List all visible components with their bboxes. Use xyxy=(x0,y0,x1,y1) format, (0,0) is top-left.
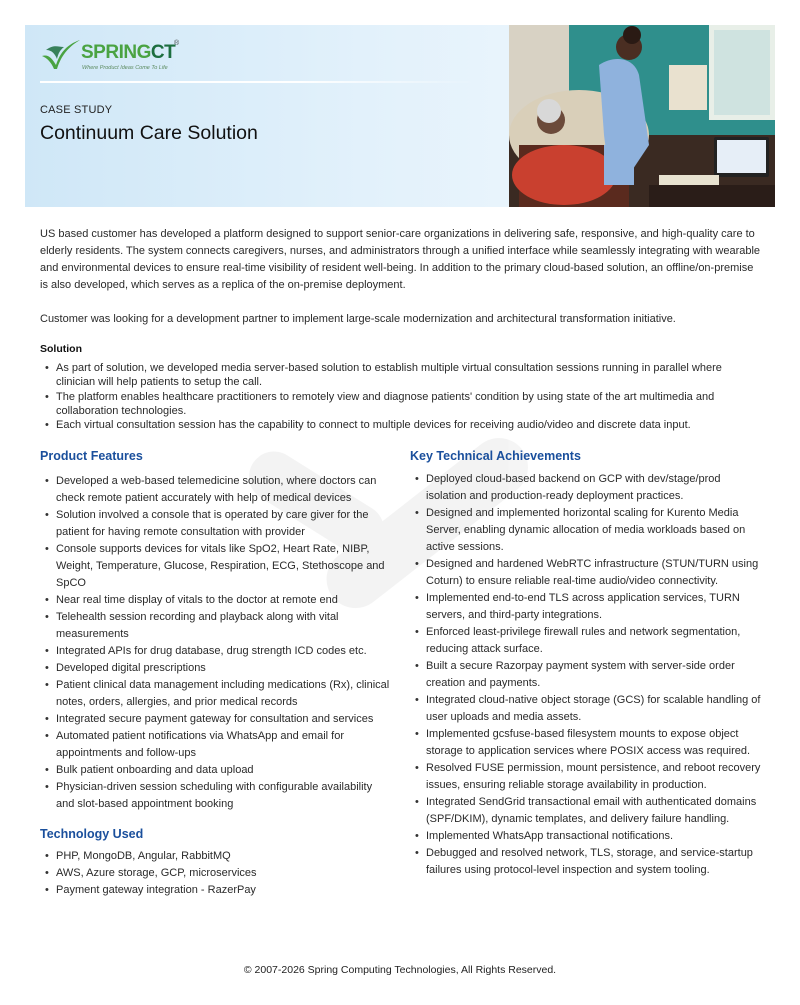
list-item: • PHP, MongoDB, Angular, RabbitMQ xyxy=(40,848,390,865)
page-title: Continuum Care Solution xyxy=(40,122,258,144)
technology-heading: Technology Used xyxy=(40,827,144,841)
list-item: • Implemented end-to-end TLS across application services, TURN servers, and third-party integrations. xyxy=(410,590,762,624)
technology-list xyxy=(40,848,390,899)
list-item: • Integrated secure payment gateway for consultation and services xyxy=(40,711,390,728)
list-item: • Integrated APIs for drug database, drug strength ICD codes etc. xyxy=(40,643,390,660)
springct-logo[interactable] xyxy=(40,38,200,74)
achievements-heading: Key Technical Achievements xyxy=(410,449,581,463)
list-item: • Deployed cloud-based backend on GCP with dev/stage/prod isolation and production-ready deployment practices. xyxy=(410,471,762,505)
list-item: • Integrated SendGrid transactional email with authenticated domains (SPF/DKIM), dynamic templates, and delivery failure handling. xyxy=(410,794,762,828)
leaf-check-icon xyxy=(40,38,82,72)
copyright-footer: © 2007-2026 Spring Computing Technologies, All Rights Reserved. xyxy=(243,964,557,976)
logo-wordmark: SPRINGCT xyxy=(81,42,176,63)
product-features-list xyxy=(40,473,390,813)
list-item: • Designed and hardened WebRTC infrastructure (STUN/TURN using Coturn) to ensure reliable real-time audio/video connectivity. xyxy=(410,556,762,590)
list-item: • Each virtual consultation session has the capability to connect to multiple devices for receiving audio/video and discrete data input. xyxy=(40,418,762,432)
list-item: • Resolved FUSE permission, mount persistence, and reboot recovery issues, ensuring reliable storage availability in production. xyxy=(410,760,762,794)
list-item: • Designed and implemented horizontal scaling for Kurento Media Server, enabling dynamic allocation of media workloads based on active sessions. xyxy=(410,505,762,556)
list-item: • Telehealth session recording and playback along with vital measurements xyxy=(40,609,390,643)
list-item: • Physician-driven session scheduling with configurable availability and slot-based appointment booking xyxy=(40,779,390,813)
list-item: • Developed a web-based telemedicine solution, where doctors can check remote patient accurately with help of medical devices xyxy=(40,473,390,507)
case-study-label: CASE STUDY xyxy=(40,104,113,116)
list-item: • Developed digital prescriptions xyxy=(40,660,390,677)
solution-list xyxy=(40,361,762,432)
solution-heading: Solution xyxy=(40,343,82,355)
list-item: • Implemented gcsfuse-based filesystem mounts to expose object storage to application services where POSIX access was required. xyxy=(410,726,762,760)
list-item: • Payment gateway integration - RazerPay xyxy=(40,882,390,899)
list-item: • Patient clinical data management including medications (Rx), clinical notes, orders, allergies, and prior medical records xyxy=(40,677,390,711)
achievements-list xyxy=(410,471,762,879)
list-item: • Debugged and resolved network, TLS, storage, and service-startup failures using protocol-level inspection and system tooling. xyxy=(410,845,762,879)
product-features-heading: Product Features xyxy=(40,449,143,463)
list-item: • Console supports devices for vitals like SpO2, Heart Rate, NIBP, Weight, Temperature, Glucose, Respiration, ECG, Stethoscope and SpCO xyxy=(40,541,390,592)
list-item: • Near real time display of vitals to the doctor at remote end xyxy=(40,592,390,609)
list-item: • As part of solution, we developed media server-based solution to establish multiple virtual consultation sessions running in parallel where clinician will help patients to setup the call. xyxy=(40,361,762,390)
registered-mark: ® xyxy=(174,40,180,47)
list-item: • Bulk patient onboarding and data upload xyxy=(40,762,390,779)
header-divider xyxy=(40,81,475,83)
hero-photo-caregiver-with-patient xyxy=(509,25,775,207)
list-item: • Automated patient notifications via WhatsApp and email for appointments and follow-ups xyxy=(40,728,390,762)
logo-tagline: Where Product Ideas Come To Life xyxy=(82,65,168,71)
list-item: • Solution involved a console that is operated by care giver for the patient for having remote consultation with provider xyxy=(40,507,390,541)
list-item: • AWS, Azure storage, GCP, microservices xyxy=(40,865,390,882)
list-item: • Built a secure Razorpay payment system with server-side order creation and payments. xyxy=(410,658,762,692)
intro-paragraph: US based customer has developed a platform designed to support senior-care organizations in delivering safe, responsive, and high-quality care to elderly residents. The system connects caregivers, nurses, and administrators through a unified interface while seamlessly integrating with wearable and environmental devices to ensure real-time visibility of resident well-being. In addition to the primary cloud-based solution, an offline/on-premise is also developed, which serves as a replica of the on-premise deployment. xyxy=(40,228,761,291)
list-item: • Enforced least-privilege firewall rules and network segmentation, reducing attack surface. xyxy=(410,624,762,658)
list-item: • The platform enables healthcare practitioners to remotely view and diagnose patients' condition by using state of the art multimedia and collaboration technologies. xyxy=(40,390,762,419)
list-item: • Implemented WhatsApp transactional notifications. xyxy=(410,828,762,845)
list-item: • Integrated cloud-native object storage (GCS) for scalable handling of user uploads and media assets. xyxy=(410,692,762,726)
requirement-paragraph: Customer was looking for a development partner to implement large-scale modernization and architectural transformation initiative. xyxy=(40,313,676,325)
